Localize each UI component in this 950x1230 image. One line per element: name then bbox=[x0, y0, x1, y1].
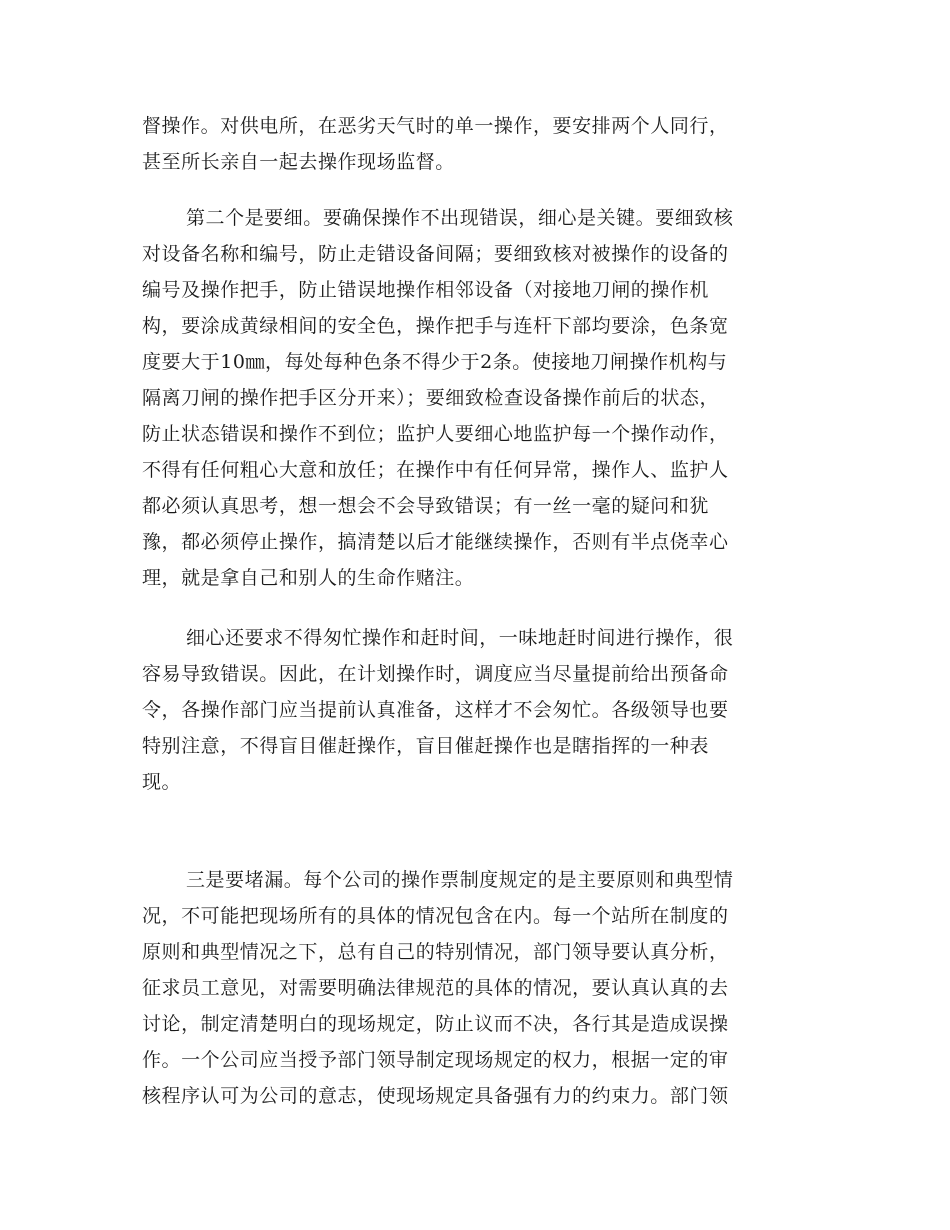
text-line: 都必须认真思考，想一想会不会导致错误；有一丝一毫的疑问和犹 bbox=[142, 495, 709, 517]
paragraph-1 bbox=[142, 108, 802, 180]
text-line: 现。 bbox=[142, 771, 182, 793]
text-line: 征求员工意见，对需要明确法律规范的具体的情况，要认真认真的去 bbox=[142, 977, 729, 999]
text-line: 特别注意，不得盲目催赶操作，盲目催赶操作也是瞎指挥的一种表 bbox=[142, 735, 709, 757]
text-line: 构，要涂成黄绿相间的安全色，操作把手与连杆下部均要涂，色条宽 bbox=[142, 315, 729, 337]
text-line: 不得有任何粗心大意和放任；在操作中有任何异常，操作人、监护人 bbox=[142, 459, 729, 481]
text-line: 第二个是要细。要确保操作不出现错误，细心是关键。要细致核 bbox=[186, 207, 734, 229]
text-line: 况，不可能把现场所有的具体的情况包含在内。每一个站所在制度的 bbox=[142, 905, 729, 927]
text-line: 令，各操作部门应当提前认真准备，这样才不会匆忙。各级领导也要 bbox=[142, 699, 729, 721]
paragraph-2 bbox=[142, 200, 802, 596]
text-line: 隔离刀闸的操作把手区分开来）；要细致检查设备操作前后的状态， bbox=[142, 387, 720, 409]
text-line: 理，就是拿自己和别人的生命作赌注。 bbox=[142, 567, 475, 589]
text-line: 豫，都必须停止操作，搞清楚以后才能继续操作，否则有半点侥幸心 bbox=[142, 531, 729, 553]
paragraph-4 bbox=[142, 862, 802, 1114]
text-line: 原则和典型情况之下，总有自己的特别情况，部门领导要认真分析， bbox=[142, 941, 729, 963]
text-line: 度要大于10㎜，每处每种色条不得少于2条。使接地刀闸操作机构与 bbox=[142, 351, 728, 373]
text-line: 核程序认可为公司的意志，使现场规定具备强有力的约束力。部门领 bbox=[142, 1085, 729, 1107]
text-line: 编号及操作把手，防止错误地操作相邻设备（对接地刀闸的操作机 bbox=[142, 279, 709, 301]
text-line: 讨论，制定清楚明白的现场规定，防止议而不决，各行其是造成误操 bbox=[142, 1013, 729, 1035]
text-line: 对设备名称和编号，防止走错设备间隔；要细致核对被操作的设备的 bbox=[142, 243, 729, 265]
text-line: 三是要堵漏。每个公司的操作票制度规定的是主要原则和典型情 bbox=[186, 869, 734, 891]
paragraph-3 bbox=[142, 620, 802, 800]
text-line: 作。一个公司应当授予部门领导制定现场规定的权力，根据一定的审 bbox=[142, 1049, 729, 1071]
text-line: 甚至所长亲自一起去操作现场监督。 bbox=[142, 151, 455, 173]
text-line: 督操作。对供电所，在恶劣天气时的单一操作，要安排两个人同行， bbox=[142, 115, 729, 137]
text-line: 防止状态错误和操作不到位；监护人要细心地监护每一个操作动作， bbox=[142, 423, 729, 445]
text-line: 细心还要求不得匆忙操作和赶时间，一味地赶时间进行操作，很 bbox=[186, 627, 734, 649]
text-line: 容易导致错误。因此，在计划操作时，调度应当尽量提前给出预备命 bbox=[142, 663, 729, 685]
